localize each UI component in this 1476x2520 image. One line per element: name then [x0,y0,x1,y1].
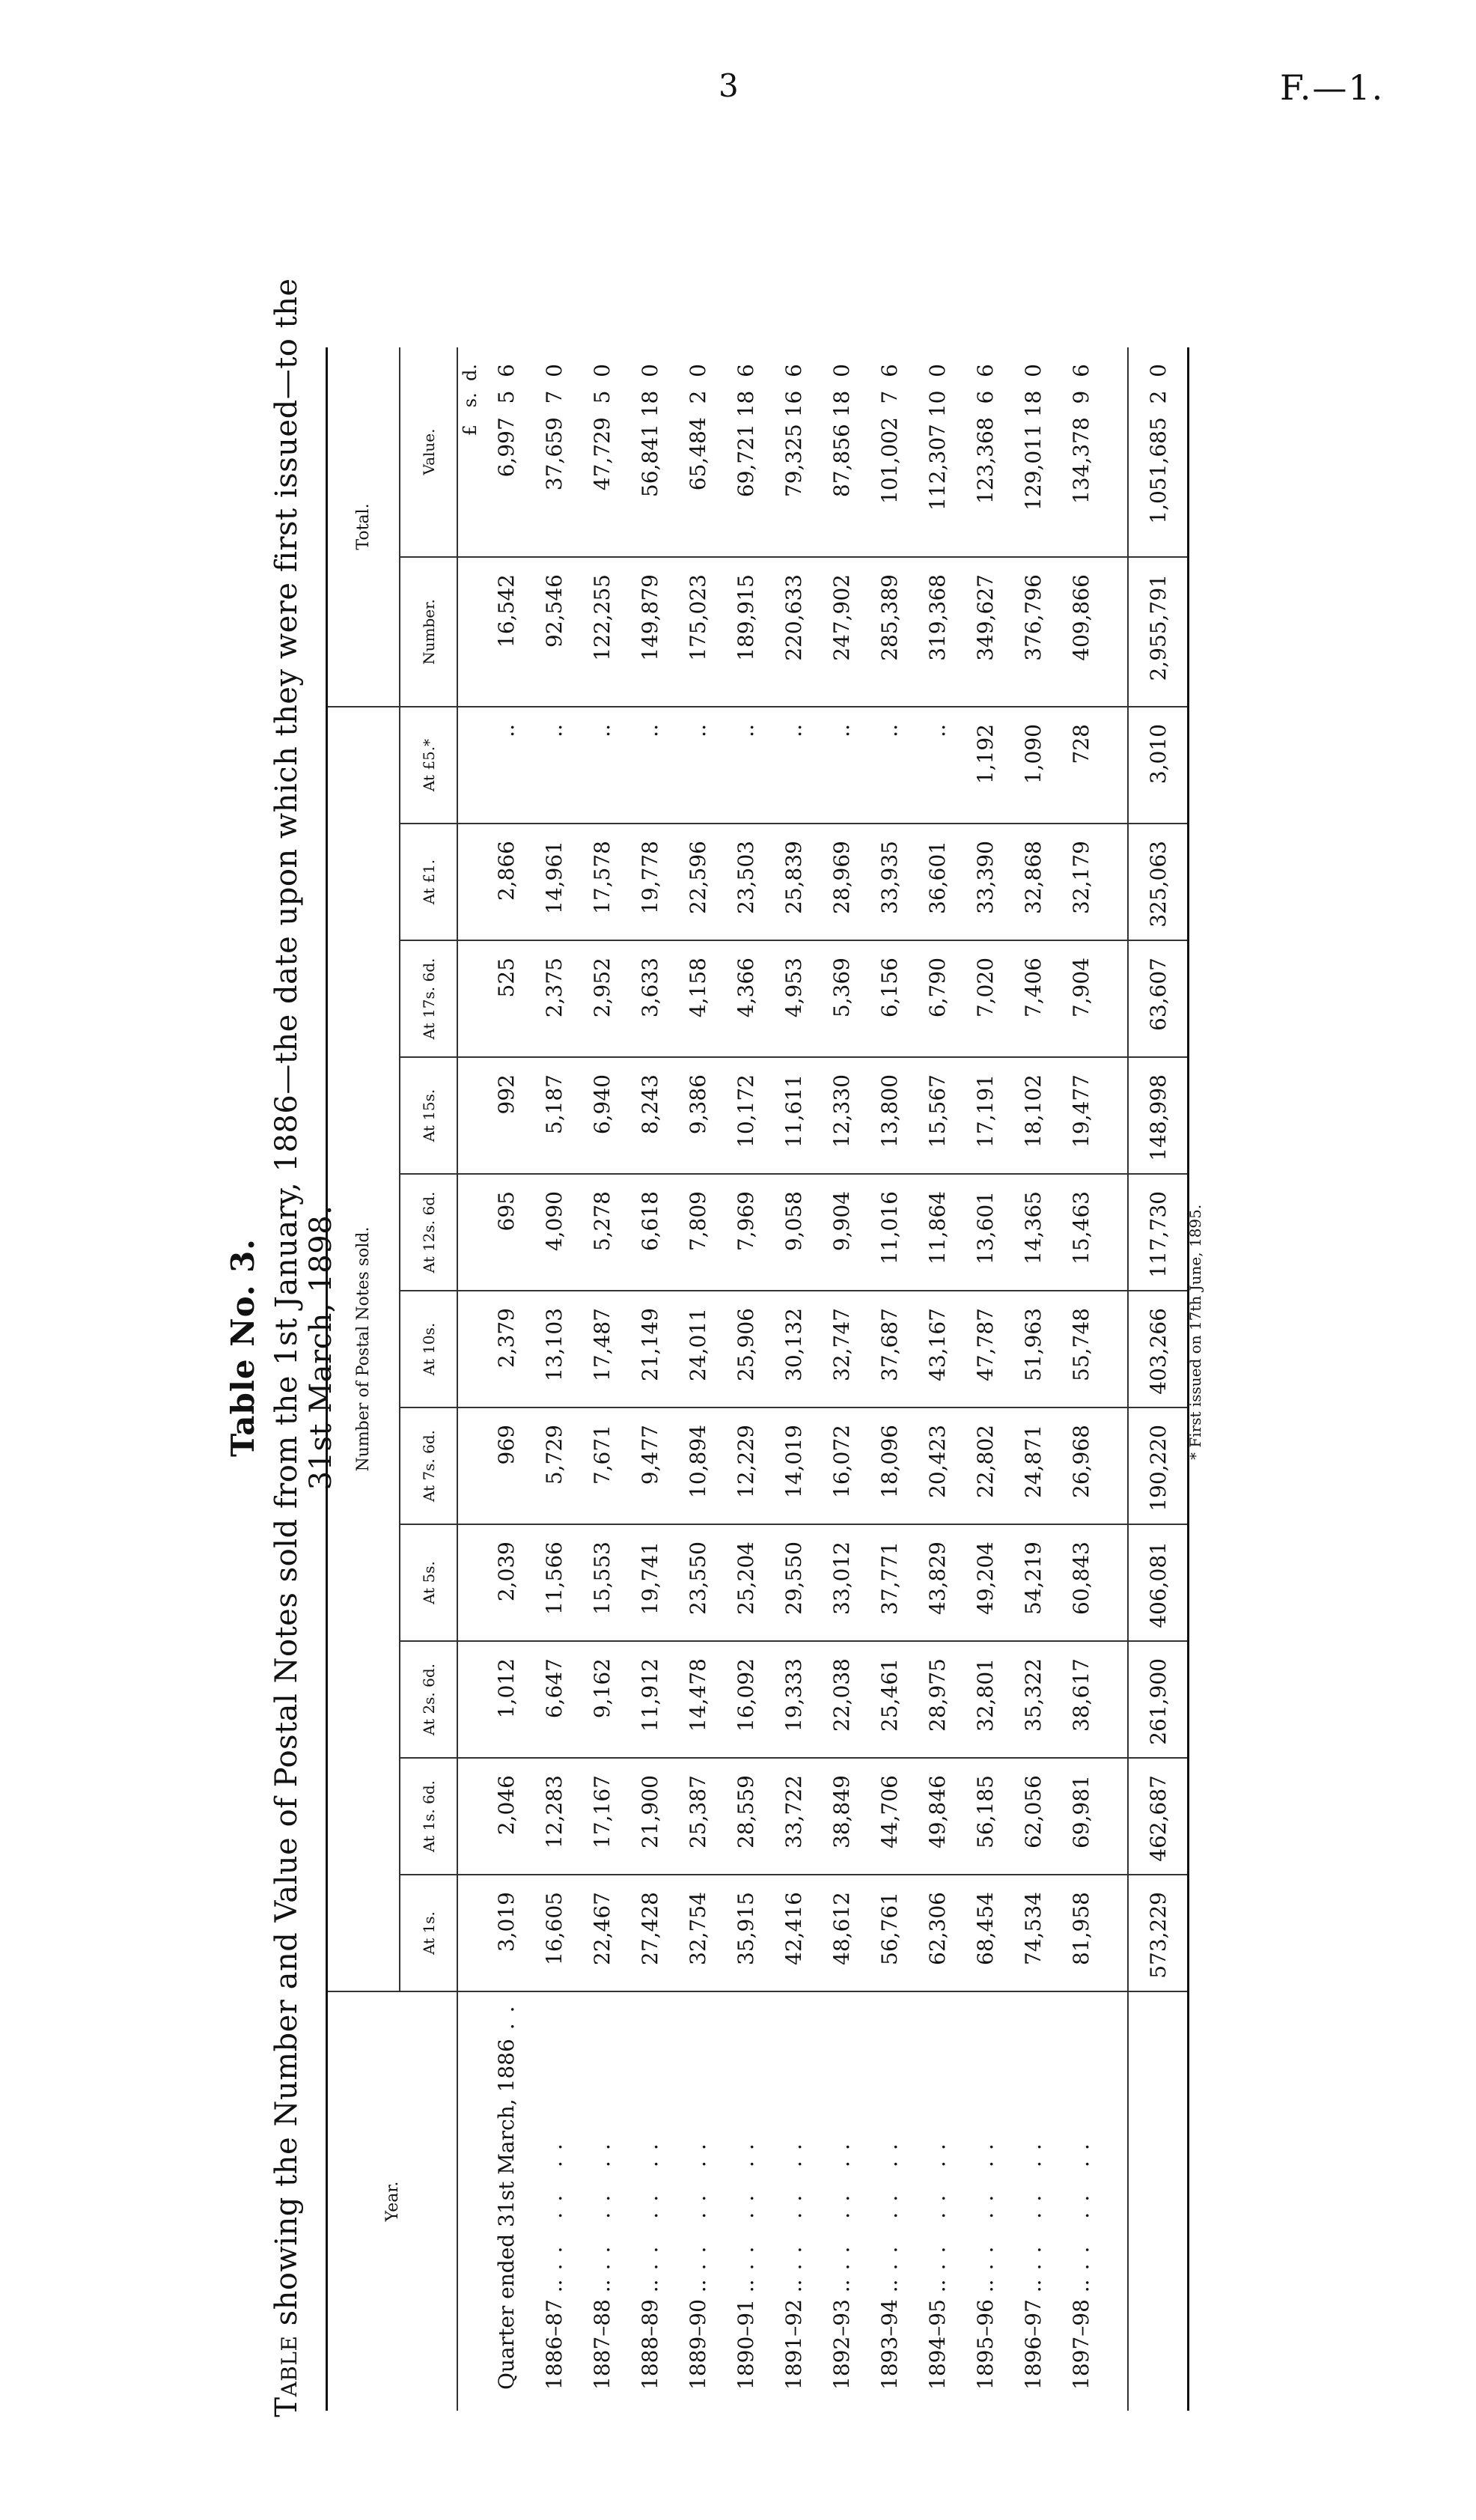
total-number-cell: 189,915 [722,557,769,707]
count-cell: 21,149 [626,1291,674,1407]
count-cell: 5,729 [530,1407,578,1524]
total-number-cell: 122,255 [578,557,626,707]
column-header: At £1. [400,824,457,940]
year-label: 1897–98 .. [1068,2279,1094,2390]
count-cell: 69,981 [1057,1758,1105,1875]
grand-total-value: 1,051,685 2 0 [1128,347,1189,557]
table-row [674,347,722,2411]
count-cell: 32,179 [1057,824,1105,940]
count-cell: 19,741 [626,1524,674,1641]
count-cell: 9,477 [626,1407,674,1524]
count-cell: 43,829 [913,1524,961,1641]
count-cell: 9,904 [817,1174,865,1291]
year-label: 1889–90 .. [685,2279,710,2390]
count-cell: 30,132 [769,1291,817,1407]
count-cell: 7,671 [578,1407,626,1524]
count-cell: 525 [482,940,530,1057]
total-cell: 325,063 [1128,824,1189,940]
year-label: 1892–93 .. [829,2279,854,2390]
leader-dots: .. .. .. [685,2133,710,2271]
count-cell: 12,330 [817,1057,865,1174]
total-number-cell: 16,542 [482,557,530,707]
count-cell: 51,963 [1009,1291,1057,1407]
total-cell: 63,607 [1128,940,1189,1057]
count-cell: 32,747 [817,1291,865,1407]
count-cell: 68,454 [972,1892,998,1965]
year-label: 1887–88 .. [589,2279,615,2390]
year-cell [626,1991,674,2411]
year-label: 1890–91 .. [733,2279,758,2390]
table-row [769,347,817,2411]
total-number-cell: 319,368 [913,557,961,707]
total-number-cell: 285,389 [865,557,913,707]
count-cell: 38,617 [1057,1641,1105,1758]
leader-dots: .. .. .. [781,2133,806,2271]
grand-total-number: 2,955,791 [1128,557,1189,707]
column-header: At 17s. 6d. [400,940,457,1057]
total-number-cell: 376,796 [1009,557,1057,707]
count-cell: .. [865,707,913,824]
table-row [865,347,913,2411]
count-cell: 2,039 [482,1524,530,1641]
total-cell: 406,081 [1128,1524,1189,1641]
count-cell: 4,158 [674,940,722,1057]
count-cell: 54,219 [1009,1524,1057,1641]
count-cell: 36,601 [913,824,961,940]
column-header: At 2s. 6d. [400,1641,457,1758]
count-cell: .. [769,707,817,824]
total-number-cell: 149,879 [626,557,674,707]
year-cell [530,1991,578,2411]
count-cell: 12,283 [530,1758,578,1875]
leader-dots: .. .. .. [876,2133,902,2271]
year-label: 1886–87 .. [541,2279,567,2390]
year-cell [482,1991,530,2411]
count-cell: 22,596 [674,824,722,940]
year-label: 1896–97 .. [1020,2279,1046,2390]
total-cell: 148,998 [1128,1057,1189,1174]
column-header: At 1s. [400,1875,457,1991]
count-cell: 37,687 [865,1291,913,1407]
count-cell: 22,802 [961,1407,1009,1524]
count-cell: 60,843 [1057,1524,1105,1641]
leader-dots: .. .. .. [733,2133,758,2271]
total-cell: 190,220 [1128,1407,1189,1524]
count-cell: 32,868 [1009,824,1057,940]
count-cell: 13,103 [530,1291,578,1407]
count-cell: 6,940 [578,1057,626,1174]
count-cell: .. [817,707,865,824]
count-cell: .. [722,707,769,824]
count-cell: 32,754 [685,1892,710,1965]
year-cell [865,1991,913,2411]
total-cell: 261,900 [1128,1641,1189,1758]
count-cell: 33,390 [961,824,1009,940]
count-cell: 24,871 [1009,1407,1057,1524]
leader-dots: .. .. .. [972,2133,998,2271]
count-cell: 17,191 [961,1057,1009,1174]
count-cell: 25,387 [674,1758,722,1875]
count-cell: 2,866 [482,824,530,940]
count-cell: 8,243 [626,1057,674,1174]
count-cell: 10,894 [674,1407,722,1524]
year-cell [1057,1991,1105,2411]
count-cell: .. [578,707,626,824]
year-label: 1888–89 .. [637,2279,662,2390]
count-cell: 10,172 [722,1057,769,1174]
totals-row [1128,347,1189,2411]
value-units: £ s. d. [457,347,482,557]
page-reference: F.—1. [1280,67,1385,108]
total-value-cell: 6,997 5 6 [482,347,530,557]
table-row [1009,347,1057,2411]
count-cell: 44,706 [865,1758,913,1875]
count-cell: 33,012 [817,1524,865,1641]
count-cell: 49,204 [961,1524,1009,1641]
count-cell: 56,761 [876,1892,902,1965]
count-cell: 29,550 [769,1524,817,1641]
year-cell [961,1991,1009,2411]
total-value-cell: 129,011 18 0 [1009,347,1057,557]
count-cell: 24,011 [674,1291,722,1407]
total-value-cell: 37,659 7 0 [530,347,578,557]
year-label: Quarter ended 31st March, 1886 [493,2039,519,2390]
count-cell: 9,386 [674,1057,722,1174]
table-row [961,347,1009,2411]
count-cell: 22,038 [817,1641,865,1758]
count-cell: 15,463 [1057,1174,1105,1291]
count-cell: 38,849 [817,1758,865,1875]
leader-dots: .. .. .. [637,2133,662,2271]
count-cell: 27,428 [637,1892,662,1965]
total-number-cell: 349,627 [961,557,1009,707]
count-cell: 2,375 [530,940,578,1057]
count-cell: 2,379 [482,1291,530,1407]
total-number-cell: 175,023 [674,557,722,707]
count-cell: .. [674,707,722,824]
count-cell: 14,961 [530,824,578,940]
table-row [482,347,530,2411]
count-cell: 81,958 [1068,1892,1094,1965]
count-cell: 62,306 [924,1892,950,1965]
count-cell: 42,416 [781,1892,806,1965]
count-cell: 4,953 [769,940,817,1057]
count-cell: 6,156 [865,940,913,1057]
year-label: 1895–96 .. [972,2279,998,2390]
count-cell: 11,864 [913,1174,961,1291]
count-cell: 26,968 [1057,1407,1105,1524]
count-cell: 14,478 [674,1641,722,1758]
total-number-header: Number. [400,557,457,707]
count-cell: 23,503 [722,824,769,940]
count-cell: 7,020 [961,940,1009,1057]
count-cell: 16,072 [817,1407,865,1524]
footnote: * First issued on 17th June, 1895. [1186,1204,1204,1460]
count-cell: 19,333 [769,1641,817,1758]
total-value-cell: 65,484 2 0 [674,347,722,557]
count-cell: 7,809 [674,1174,722,1291]
count-cell: 55,748 [1057,1291,1105,1407]
total-number-cell: 92,546 [530,557,578,707]
count-cell: 5,369 [817,940,865,1057]
count-cell: 33,722 [769,1758,817,1875]
total-number-cell: 220,633 [769,557,817,707]
count-cell: 7,904 [1057,940,1105,1057]
postal-notes-table [326,347,1189,2411]
count-cell: 969 [482,1407,530,1524]
caption-lead: Table [269,2335,304,2417]
year-label: 1894–95 .. [924,2279,950,2390]
total-cell: 117,730 [1128,1174,1189,1291]
total-cell: 3,010 [1128,707,1189,824]
count-cell: 32,801 [961,1641,1009,1758]
total-number-cell: 247,902 [817,557,865,707]
year-cell [578,1991,626,2411]
count-cell: .. [913,707,961,824]
total-value-cell: 87,856 18 0 [817,347,865,557]
column-header: At 5s. [400,1524,457,1641]
count-cell: 2,046 [482,1758,530,1875]
count-cell: 17,167 [578,1758,626,1875]
count-cell: 47,787 [961,1291,1009,1407]
year-cell [722,1991,769,2411]
leader-dots: .. .. .. [924,2133,950,2271]
count-cell: 1,012 [482,1641,530,1758]
count-cell: 49,846 [913,1758,961,1875]
count-cell: 15,553 [578,1524,626,1641]
count-cell: 14,019 [769,1407,817,1524]
count-cell: 28,559 [722,1758,769,1875]
column-header: At 7s. 6d. [400,1407,457,1524]
table-row [626,347,674,2411]
count-cell: 25,839 [769,824,817,940]
leader-dots: .. [493,1995,519,2030]
count-cell: 25,204 [722,1524,769,1641]
count-cell: 14,365 [1009,1174,1057,1291]
column-header: At 12s. 6d. [400,1174,457,1291]
table-row [1057,347,1105,2411]
total-value-cell: 56,841 18 0 [626,347,674,557]
count-cell: 74,534 [1020,1892,1046,1965]
count-cell: 6,618 [626,1174,674,1291]
total-number-cell: 409,866 [1057,557,1105,707]
count-cell: 25,906 [722,1291,769,1407]
count-cell: 5,278 [578,1174,626,1291]
count-cell: 18,102 [1009,1057,1057,1174]
count-cell: 3,633 [626,940,674,1057]
count-cell: 12,229 [722,1407,769,1524]
year-cell [913,1991,961,2411]
leader-dots: .. .. .. [1068,2133,1094,2271]
year-cell [817,1991,865,2411]
year-cell [674,1991,722,2411]
total-value-cell: 112,307 10 0 [913,347,961,557]
total-value-cell: 101,002 7 6 [865,347,913,557]
total-cell: 462,687 [1128,1758,1189,1875]
column-header: At 1s. 6d. [400,1758,457,1875]
leader-dots: .. .. .. [541,2133,567,2271]
count-cell: 16,605 [541,1892,567,1965]
count-cell: 13,800 [865,1057,913,1174]
count-cell: 33,935 [865,824,913,940]
count-cell: 43,167 [913,1291,961,1407]
total-group-header: Total. [327,347,400,707]
count-cell: 9,058 [769,1174,817,1291]
table-row [913,347,961,2411]
count-cell: 20,423 [913,1407,961,1524]
count-cell: 6,647 [530,1641,578,1758]
column-header: At 15s. [400,1057,457,1174]
total-cell: 403,266 [1128,1291,1189,1407]
count-cell: 25,461 [865,1641,913,1758]
count-cell: 13,601 [961,1174,1009,1291]
table-row [530,347,578,2411]
count-cell: 62,056 [1009,1758,1057,1875]
count-cell: 3,019 [493,1892,519,1953]
count-cell: 1,192 [961,707,1009,824]
table-row [578,347,626,2411]
leader-dots: .. .. .. [589,2133,615,2271]
count-cell: 7,406 [1009,940,1057,1057]
rotated-table-block [225,187,1228,2433]
total-value-cell: 79,325 16 6 [769,347,817,557]
count-cell: 18,096 [865,1407,913,1524]
count-cell: 4,090 [530,1174,578,1291]
count-cell: .. [626,707,674,824]
count-cell: 37,771 [865,1524,913,1641]
leader-dots: .. .. .. [1020,2133,1046,2271]
total-value-cell: 134,378 9 6 [1057,347,1105,557]
column-header: At 10s. [400,1291,457,1407]
count-cell: .. [482,707,530,824]
count-cell: 28,969 [817,824,865,940]
year-cell [769,1991,817,2411]
count-cell: 728 [1057,707,1105,824]
total-cell: 573,229 [1128,1875,1189,1991]
count-cell: 56,185 [961,1758,1009,1875]
count-cell: 11,611 [769,1057,817,1174]
year-label: 1891–92 .. [781,2279,806,2390]
count-cell: 1,090 [1009,707,1057,824]
table-row [722,347,769,2411]
column-header: At £5.* [400,707,457,824]
count-cell: 7,969 [722,1174,769,1291]
total-value-header: Value. [400,347,457,557]
count-cell: 22,467 [589,1892,615,1965]
total-value-cell: 47,729 5 0 [578,347,626,557]
count-cell: 21,900 [626,1758,674,1875]
count-cell: 35,322 [1009,1641,1057,1758]
count-cell: 35,915 [733,1892,758,1965]
count-cell: 5,187 [530,1057,578,1174]
number-group-header: Number of Postal Notes sold. [327,707,400,1991]
count-cell: 16,092 [722,1641,769,1758]
total-value-cell: 69,721 18 6 [722,347,769,557]
caption-text: showing the Number and Value of Postal Notes sold from the 1st January, 1886—the date upon which they were first issued—to the 31st March, 1898. [269,278,338,2336]
count-cell: 6,790 [913,940,961,1057]
count-cell: 19,778 [626,824,674,940]
count-cell: 11,016 [865,1174,913,1291]
count-cell: 695 [482,1174,530,1291]
count-cell: 4,366 [722,940,769,1057]
count-cell: 2,952 [578,940,626,1057]
count-cell: 11,566 [530,1524,578,1641]
total-value-cell: 123,368 6 6 [961,347,1009,557]
count-cell: 17,578 [578,824,626,940]
count-cell: 28,975 [913,1641,961,1758]
page-number: 3 [719,67,739,104]
table-title: Table No. 3. [225,1238,261,1457]
count-cell: 11,912 [626,1641,674,1758]
table-row [817,347,865,2411]
count-cell: 15,567 [913,1057,961,1174]
year-label: 1893–94 .. [876,2279,902,2390]
year-cell [1009,1991,1057,2411]
leader-dots: .. .. .. [829,2133,854,2271]
year-header: Year. [327,1991,458,2411]
count-cell: 992 [482,1057,530,1174]
count-cell: 23,550 [674,1524,722,1641]
count-cell: 19,477 [1057,1057,1105,1174]
count-cell: 48,612 [829,1892,854,1965]
count-cell: 9,162 [578,1641,626,1758]
count-cell: .. [530,707,578,824]
count-cell: 17,487 [578,1291,626,1407]
